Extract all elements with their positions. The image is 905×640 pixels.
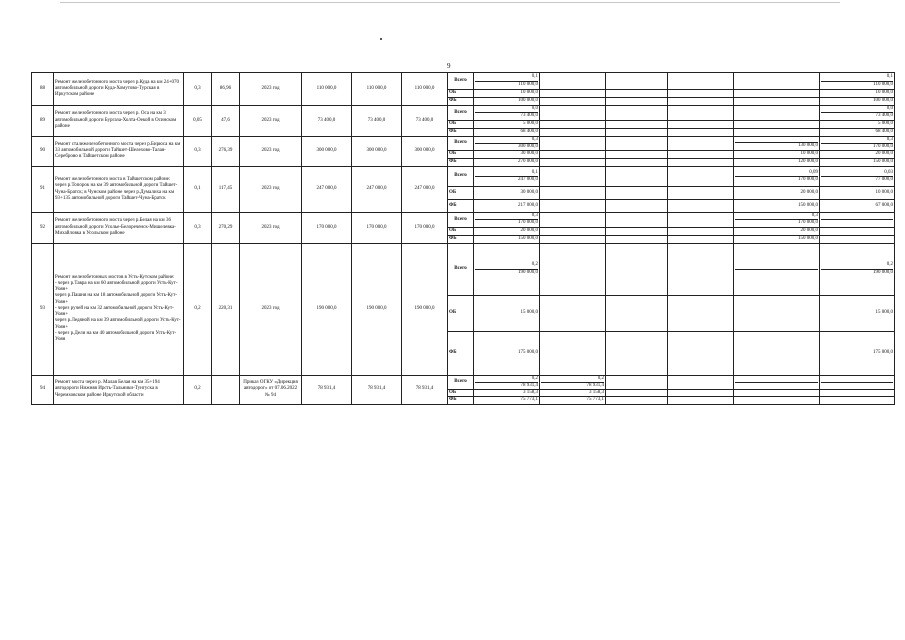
object-name — [54, 243, 184, 375]
source-label-vsego: Всего — [448, 136, 474, 151]
year-col-5 — [820, 213, 895, 228]
cost-estimate: 170 000,0 — [352, 213, 402, 244]
year-col-2 — [606, 295, 668, 331]
year-col-5 — [820, 73, 895, 90]
year-col-5-km: 0,2 — [821, 262, 893, 269]
year-col-2 — [606, 151, 668, 159]
source-label-vsego: Всего — [448, 106, 474, 121]
source-label-vsego: Всего — [448, 213, 474, 228]
year-col-4-km: 0,09 — [735, 170, 818, 177]
year-col-5 — [820, 243, 895, 295]
year-col-5-sum — [821, 220, 893, 225]
year-col-3 — [668, 187, 734, 200]
year-col-1 — [540, 106, 606, 121]
total-value-km: 0,1 — [475, 170, 538, 177]
total-value-km: 0,3 — [475, 213, 538, 220]
cost-remaining: 110 000,0 — [402, 73, 448, 106]
year-col-1 — [540, 227, 606, 235]
year-col-5-km: 0,1 — [821, 74, 893, 81]
year-col-2 — [606, 331, 668, 375]
year-col-1 — [540, 98, 606, 106]
object-name-line: - через ручей на км 32 автомобильной дороги Усть-Кут-Уоян+ — [55, 305, 174, 318]
year-col-1 — [540, 136, 606, 151]
source-label: ОБ — [448, 295, 474, 331]
cost-remaining: 73 400,0 — [402, 106, 448, 137]
cost-estimate: 78 931,4 — [352, 375, 402, 404]
table-row — [32, 375, 895, 390]
total-value-sum: 190 000,0 — [518, 269, 538, 275]
scan-speck — [380, 38, 382, 40]
year-col-4-sum: 170 000,0 — [798, 177, 818, 182]
total-value-km: 0,2 — [475, 376, 538, 383]
year-col-1 — [540, 331, 606, 375]
year-col-2 — [606, 227, 668, 235]
year-col-4 — [734, 375, 820, 390]
length-km: 0,1 — [184, 167, 212, 213]
object-name: Ремонт моста через р. Малая Белая на км 35+194 автодороги Нижняя Ирсть-Тальники-Тунгуска в Черемховском районе Иркутской области — [54, 375, 184, 404]
year-col-4 — [734, 90, 820, 98]
year-col-3 — [668, 243, 734, 295]
year-col-5 — [820, 167, 895, 187]
year-col-4 — [734, 390, 820, 397]
table-row — [32, 213, 895, 228]
year-col-2 — [606, 159, 668, 167]
source-label: ОБ — [448, 390, 474, 397]
total-value-km: 0,0 — [475, 106, 538, 113]
document-basis: 2023 год — [240, 243, 302, 375]
total-value — [474, 73, 540, 90]
object-name: Ремонт железобетонного моста через р.Белая на км 36 автомобильной дороги Усолье-Белореченск-Мишелевка-Михайловка в Усольском районе — [54, 213, 184, 244]
year-col-1 — [540, 187, 606, 200]
year-col-2 — [606, 73, 668, 90]
year-col-3 — [668, 295, 734, 331]
year-col-5: 20 000,0 — [820, 151, 895, 159]
year-col-5 — [820, 397, 895, 404]
table-row — [32, 136, 895, 151]
objects-table — [31, 72, 895, 405]
object-name-line: - через р.Дели на км 40 автомобильной дороги Усть-Кут-Уоян — [55, 330, 177, 343]
year-col-1 — [540, 167, 606, 187]
total-value-sum: 110 000,0 — [518, 81, 538, 87]
year-col-3 — [668, 151, 734, 159]
document-basis: 2023 год — [240, 73, 302, 106]
year-col-5-sum: 170 000,0 — [873, 143, 893, 149]
cost-remaining: 170 000,0 — [402, 213, 448, 244]
cost-estimate: 190 000,0 — [352, 243, 402, 375]
year-col-4-sum — [735, 270, 818, 275]
year-col-4 — [734, 98, 820, 106]
length-m: 276,39 — [212, 136, 240, 167]
year-col-1 — [540, 151, 606, 159]
year-col-1 — [540, 235, 606, 243]
year-col-1 — [540, 73, 606, 90]
year-col-3 — [668, 106, 734, 121]
document-basis: Приказ ОГКУ «Дирекция автодорог» от 07.06.2022 № 94 — [240, 375, 302, 404]
year-col-2 — [606, 98, 668, 106]
total-value — [474, 213, 540, 228]
year-col-4 — [734, 213, 820, 228]
year-col-5 — [820, 106, 895, 121]
source-label: ОБ — [448, 187, 474, 200]
year-col-4 — [734, 397, 820, 404]
total-value-sum: 300 000,0 — [518, 143, 538, 149]
year-col-5: 10 000,0 — [820, 187, 895, 200]
cost-estimate: 73 400,0 — [352, 106, 402, 137]
length-m: 270,29 — [212, 213, 240, 244]
year-col-5: 10 000,0 — [820, 90, 895, 98]
year-col-1 — [540, 213, 606, 228]
year-col-1 — [540, 295, 606, 331]
year-col-5-km: 0,0 — [821, 106, 893, 113]
year-col-5 — [820, 390, 895, 397]
total-value-sum: 247 000,0 — [518, 177, 538, 182]
object-name: Ремонт железобетонного моста через р. Оса на км 3 автомобильной дороги Бургаза-Холта-Оекой в Осинском районе — [54, 106, 184, 137]
row-number: 89 — [32, 106, 54, 137]
year-col-4-sum — [735, 383, 818, 388]
length-m: 47,6 — [212, 106, 240, 137]
source-label: ФБ — [448, 200, 474, 213]
year-col-5-sum: 110 000,0 — [873, 81, 893, 87]
year-col-2 — [606, 200, 668, 213]
source-label: ФБ — [448, 159, 474, 167]
year-col-1-km: 0,2 — [541, 376, 604, 383]
year-col-3 — [668, 73, 734, 90]
total-value-sum: 170 000,0 — [518, 220, 538, 226]
row-number: 90 — [32, 136, 54, 167]
source-label: ФБ — [448, 331, 474, 375]
year-col-4: 10 000,0 — [734, 151, 820, 159]
year-col-5-sum: 77 000,0 — [875, 177, 893, 182]
year-col-4 — [734, 136, 820, 151]
year-col-4 — [734, 243, 820, 295]
total-value — [474, 375, 540, 390]
year-col-3 — [668, 136, 734, 151]
year-col-5: 175 000,0 — [820, 331, 895, 375]
year-col-5-km: 0,3 — [821, 137, 893, 144]
cost-total: 190 000,0 — [302, 243, 352, 375]
year-col-5: 68 400,0 — [820, 128, 895, 136]
source-label: ОБ — [448, 90, 474, 98]
year-col-1: 3 158,3 — [540, 390, 606, 397]
object-name: Ремонт сталежелезобетонного моста через р.Бирюса на км 33 автомобильной дороги Тайшет-Шелехово-Талая-Сереброво в Тайшетском районе — [54, 136, 184, 167]
year-col-2 — [606, 213, 668, 228]
length-m: 117,45 — [212, 167, 240, 213]
cost-estimate: 300 000,0 — [352, 136, 402, 167]
year-col-4-sum: 130 000,0 — [798, 143, 818, 149]
year-col-1 — [540, 159, 606, 167]
total-value: 20 000,0 — [474, 227, 540, 235]
source-label: ОБ — [448, 151, 474, 159]
year-col-3 — [668, 90, 734, 98]
length-km: 0,2 — [184, 243, 212, 375]
object-name: Ремонт железобетонного моста через р.Куда на км 24+070 автомобильной дороги Куда-Хомутово-Турская в Иркутском районе — [54, 73, 184, 106]
year-col-2 — [606, 106, 668, 121]
year-col-1 — [540, 243, 606, 295]
object-name-line: через р.Ледяной на км 39 автомобильной дороги Усть-Кут-Уоян+ — [55, 318, 181, 330]
year-col-5: 100 000,0 — [820, 98, 895, 106]
total-value: 10 000,0 — [474, 90, 540, 98]
total-value-km: 0,1 — [475, 74, 538, 81]
object-name-line: Ремонт железобетонных мостов в Усть-Кутском районе: — [55, 274, 175, 280]
year-col-5 — [820, 375, 895, 390]
year-col-1 — [540, 128, 606, 136]
object-name: Ремонт железобетонного моста в Тайшетском районе: через р.Топорок на км 39 автомобильной дороги Тайшет-Чуна-Братск; в Чунском районе через р.Думалиха на км 93+135 автомобильной дороги Тайшет-Чуна-Братск — [54, 167, 184, 213]
total-value: 75 773,1 — [474, 397, 540, 404]
document-basis: 2023 год — [240, 106, 302, 137]
year-col-2 — [606, 120, 668, 128]
year-col-3 — [668, 200, 734, 213]
length-km: 0,3 — [184, 213, 212, 244]
page-number: 9 — [447, 62, 451, 70]
source-label: ФБ — [448, 98, 474, 106]
year-col-3 — [668, 375, 734, 390]
year-col-4: 20 000,0 — [734, 187, 820, 200]
year-col-2 — [606, 128, 668, 136]
year-col-5 — [820, 136, 895, 151]
year-col-1 — [540, 90, 606, 98]
length-km: 0,2 — [184, 375, 212, 404]
year-col-2 — [606, 90, 668, 98]
year-col-2 — [606, 136, 668, 151]
total-value: 100 000,0 — [474, 98, 540, 106]
year-col-3 — [668, 331, 734, 375]
total-value: 68 400,0 — [474, 128, 540, 136]
length-km: 0,3 — [184, 73, 212, 106]
year-col-5 — [820, 235, 895, 243]
length-m: 86,96 — [212, 73, 240, 106]
source-label: ФБ — [448, 397, 474, 404]
year-col-2 — [606, 375, 668, 390]
table-row — [32, 73, 895, 90]
year-col-4: 150 000,0 — [734, 235, 820, 243]
length-km: 0,05 — [184, 106, 212, 137]
source-label-vsego: Всего — [448, 375, 474, 390]
document-basis: 2023 год — [240, 213, 302, 244]
year-col-1 — [540, 120, 606, 128]
year-col-1: 75 773,1 — [540, 397, 606, 404]
year-col-2 — [606, 390, 668, 397]
year-col-5: 67 000,0 — [820, 200, 895, 213]
source-label: ОБ — [448, 120, 474, 128]
year-col-4 — [734, 106, 820, 121]
total-value — [474, 106, 540, 121]
cost-remaining: 247 000,0 — [402, 167, 448, 213]
total-value-km: 0,3 — [475, 137, 538, 144]
table-row — [32, 167, 895, 187]
cost-total: 247 000,0 — [302, 167, 352, 213]
total-value — [474, 136, 540, 151]
source-label-vsego: Всего — [448, 73, 474, 90]
year-col-3 — [668, 167, 734, 187]
row-number: 94 — [32, 375, 54, 404]
total-value: 150 000,0 — [474, 235, 540, 243]
total-value-km: 0,2 — [475, 262, 538, 269]
year-col-3 — [668, 397, 734, 404]
year-col-3 — [668, 227, 734, 235]
total-value-sum: 73 400,0 — [520, 113, 538, 119]
table-row — [32, 106, 895, 121]
year-col-2 — [606, 243, 668, 295]
total-value: 15 000,0 — [474, 295, 540, 331]
source-label: ФБ — [448, 235, 474, 243]
total-value — [474, 167, 540, 187]
total-value: 175 000,0 — [474, 331, 540, 375]
year-col-2 — [606, 187, 668, 200]
total-value: 3 158,3 — [474, 390, 540, 397]
year-col-5-sum: 73 400,0 — [875, 113, 893, 119]
year-col-3 — [668, 98, 734, 106]
total-value — [474, 243, 540, 295]
top-rule-line — [60, 2, 840, 3]
total-value-sum: 78 931,4 — [520, 382, 538, 388]
source-label: ФБ — [448, 128, 474, 136]
cost-remaining: 190 000,0 — [402, 243, 448, 375]
year-col-1 — [540, 375, 606, 390]
row-number: 93 — [32, 243, 54, 375]
row-number: 92 — [32, 213, 54, 244]
year-col-3 — [668, 120, 734, 128]
table-row — [32, 243, 895, 295]
cost-remaining: 78 931,4 — [402, 375, 448, 404]
source-label-vsego: Всего — [448, 243, 474, 295]
source-label: ОБ — [448, 227, 474, 235]
total-value: 270 000,0 — [474, 159, 540, 167]
year-col-2 — [606, 235, 668, 243]
length-m: 220,31 — [212, 243, 240, 375]
object-name-line: через р.Пашня на км 18 автомобильной дороги Усть-Кут-Уоян+ — [55, 293, 177, 305]
source-label-vsego: Всего — [448, 167, 474, 187]
length-km: 0,3 — [184, 136, 212, 167]
year-col-3 — [668, 390, 734, 397]
year-col-4: 150 000,0 — [734, 200, 820, 213]
total-value: 5 000,0 — [474, 120, 540, 128]
cost-estimate: 110 000,0 — [352, 73, 402, 106]
year-col-4: 120 000,0 — [734, 159, 820, 167]
document-basis: 2023 год — [240, 167, 302, 213]
cost-total: 110 000,0 — [302, 73, 352, 106]
row-number: 88 — [32, 73, 54, 106]
cost-total: 170 000,0 — [302, 213, 352, 244]
cost-total: 73 400,0 — [302, 106, 352, 137]
year-col-4 — [734, 128, 820, 136]
document-basis: 2023 год — [240, 136, 302, 167]
cost-estimate: 247 000,0 — [352, 167, 402, 213]
year-col-4-km: 0,3 — [735, 213, 818, 220]
cost-remaining: 300 000,0 — [402, 136, 448, 167]
year-col-3 — [668, 159, 734, 167]
year-col-5: 15 000,0 — [820, 295, 895, 331]
year-col-2 — [606, 397, 668, 404]
year-col-3 — [668, 213, 734, 228]
year-col-4 — [734, 331, 820, 375]
year-col-5: 150 000,0 — [820, 159, 895, 167]
cost-total: 78 931,4 — [302, 375, 352, 404]
year-col-4 — [734, 120, 820, 128]
year-col-4 — [734, 73, 820, 90]
object-name-line: - через р.Тавра на км 60 автомобильной дороги Усть-Кут-Уоян+ — [55, 280, 178, 293]
year-col-3 — [668, 235, 734, 243]
total-value: 217 000,0 — [474, 200, 540, 213]
year-col-1 — [540, 200, 606, 213]
year-col-3 — [668, 128, 734, 136]
year-col-4-sum: 170 000,0 — [798, 220, 818, 226]
cost-total: 300 000,0 — [302, 136, 352, 167]
total-value: 30 000,0 — [474, 187, 540, 200]
year-col-5-sum — [821, 383, 893, 388]
total-value: 30 000,0 — [474, 151, 540, 159]
year-col-1-sum: 78 931,4 — [586, 382, 604, 388]
year-col-2 — [606, 167, 668, 187]
row-number: 91 — [32, 167, 54, 213]
year-col-5: 5 000,0 — [820, 120, 895, 128]
length-m — [212, 375, 240, 404]
year-col-4: 20 000,0 — [734, 227, 820, 235]
year-col-4 — [734, 167, 820, 187]
year-col-5 — [820, 227, 895, 235]
year-col-5-sum: 190 000,0 — [873, 269, 893, 275]
year-col-4 — [734, 295, 820, 331]
year-col-5-km: 0,03 — [821, 170, 893, 177]
